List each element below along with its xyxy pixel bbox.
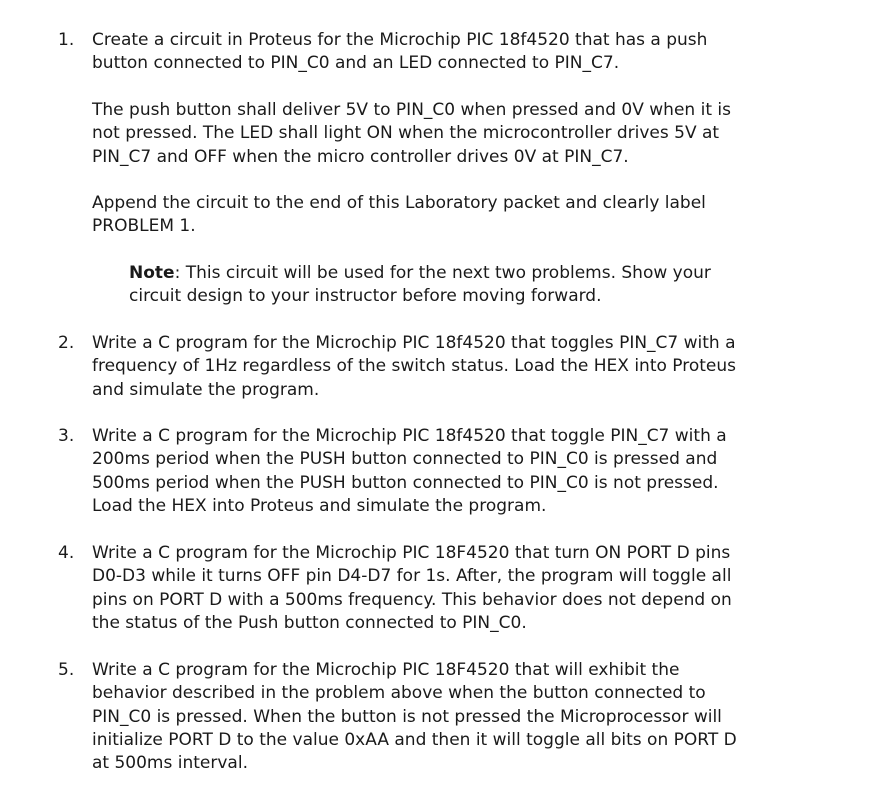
text-line: The push button shall deliver 5V to PIN_C0 when pressed and 0V when it is	[92, 100, 731, 120]
problem-number: 4.	[58, 543, 75, 563]
problem-number: 2.	[58, 333, 75, 353]
text-line: PIN_C0 is pressed. When the button is not pressed the Microprocessor will	[92, 706, 722, 727]
text-line: initialize PORT D to the value 0xAA and then it will toggle all bits on PORT D	[92, 729, 737, 750]
problem-1-paragraph-1	[92, 99, 731, 169]
text-line: at 500ms interval.	[92, 753, 248, 774]
text-line: Write a C program for the Microchip PIC 18F4520 that turn ON PORT D pins	[92, 543, 731, 563]
text-line: frequency of 1Hz regardless of the switch status. Load the HEX into Proteus	[92, 356, 737, 377]
text-line: not pressed. The LED shall light ON when the microcontroller drives 5V at	[92, 123, 720, 144]
problem-text	[92, 29, 707, 76]
text-line: behavior described in the problem above when the button connected to	[92, 683, 706, 704]
problem-number: 3.	[58, 426, 75, 446]
text-line: Create a circuit in Proteus for the Microchip PIC 18f4520 that has a push	[92, 30, 708, 50]
text-line: 200ms period when the PUSH button connected to PIN_C0 is pressed and	[92, 449, 718, 470]
text-line: button connected to PIN_C0 and an LED connected to PIN_C7.	[92, 53, 620, 74]
text-line: Load the HEX into Proteus and simulate the program.	[92, 495, 547, 516]
text-line: Write a C program for the Microchip PIC 18F4520 that will exhibit the	[92, 660, 680, 680]
problem-number: 5.	[58, 660, 75, 680]
text-line: D0-D3 while it turns OFF pin D4-D7 for 1s. After, the program will toggle all	[92, 566, 732, 587]
text-line: Write a C program for the Microchip PIC 18f4520 that toggles PIN_C7 with a	[92, 333, 736, 353]
note-line	[129, 262, 711, 285]
problem-text	[92, 425, 727, 518]
text-line: PIN_C7 and OFF when the micro controller drives 0V at PIN_C7.	[92, 146, 629, 167]
problem-1-note	[129, 262, 711, 309]
note-line: circuit design to your instructor before moving forward.	[129, 286, 602, 307]
text-line: 500ms period when the PUSH button connected to PIN_C0 is not pressed.	[92, 472, 719, 493]
problem-text	[92, 659, 737, 775]
problem-number: 1.	[58, 30, 75, 50]
problem-text	[92, 542, 732, 635]
text-line: and simulate the program.	[92, 379, 320, 400]
text-line: the status of the Push button connected to PIN_C0.	[92, 612, 527, 633]
note-text: : This circuit will be used for the next two problems. Show your	[174, 263, 711, 283]
problem-1-paragraph-2	[92, 192, 706, 239]
text-line: Write a C program for the Microchip PIC 18f4520 that toggle PIN_C7 with a	[92, 426, 727, 446]
problem-text	[92, 332, 736, 402]
text-line: pins on PORT D with a 500ms frequency. This behavior does not depend on	[92, 589, 732, 610]
note-label: Note	[129, 263, 175, 283]
text-line: Append the circuit to the end of this Laboratory packet and clearly label	[92, 193, 706, 213]
text-line: PROBLEM 1.	[92, 216, 196, 237]
